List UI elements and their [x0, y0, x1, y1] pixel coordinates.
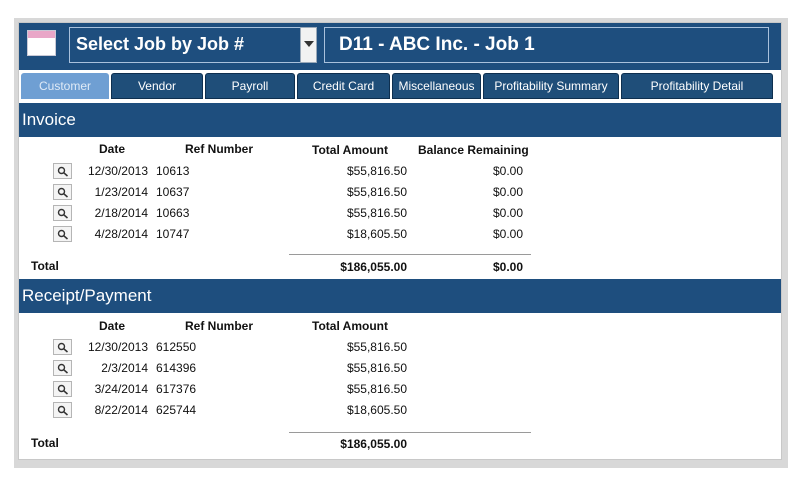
- magnifier-icon: [57, 208, 69, 219]
- invoice-row-view-button[interactable]: [53, 226, 72, 242]
- magnifier-icon: [57, 342, 69, 353]
- invoice-col-balance: Balance Remaining: [418, 143, 529, 157]
- magnifier-icon: [57, 229, 69, 240]
- invoice-total-label: Total: [31, 259, 59, 273]
- app-window: [18, 22, 782, 460]
- receipt-row-total: $55,816.50: [346, 382, 407, 396]
- invoice-col-ref: Ref Number: [185, 142, 254, 156]
- receipt-col-ref: Ref Number: [185, 319, 254, 333]
- invoice-row-balance: $0.00: [492, 185, 523, 199]
- receipt-row-ref: 625744: [156, 403, 197, 417]
- invoice-row-ref: 10637: [156, 185, 190, 199]
- receipt-row-view-button[interactable]: [53, 360, 72, 376]
- receipt-row-ref: 612550: [156, 340, 197, 354]
- chevron-down-icon: [304, 41, 314, 47]
- invoice-row-balance: $0.00: [492, 206, 523, 220]
- tab-profitability-detail[interactable]: Profitability Detail: [621, 73, 773, 99]
- magnifier-icon: [57, 363, 69, 374]
- receipt-row-date: 3/24/2014: [94, 382, 148, 396]
- tab-miscellaneous[interactable]: Miscellaneous: [392, 73, 481, 99]
- magnifier-icon: [57, 166, 69, 177]
- tab-vendor[interactable]: Vendor: [111, 73, 203, 99]
- magnifier-icon: [57, 384, 69, 395]
- invoice-col-date: Date: [99, 142, 126, 156]
- invoice-row-view-button[interactable]: [53, 205, 72, 221]
- tab-profitability-summary[interactable]: Profitability Summary: [483, 73, 619, 99]
- receipt-title: Receipt/Payment: [22, 286, 152, 305]
- job-title-box: [324, 27, 769, 63]
- invoice-row-total: $18,605.50: [346, 227, 407, 241]
- invoice-row-ref: 10747: [156, 227, 190, 241]
- job-select-label: Select Job by Job #: [76, 34, 245, 54]
- tab-payroll[interactable]: Payroll: [205, 73, 295, 99]
- invoice-row-balance: $0.00: [492, 227, 523, 241]
- receipt-row-ref: 617376: [156, 382, 197, 396]
- job-dropdown-button[interactable]: [300, 27, 317, 63]
- invoice-total-amount: $186,055.00: [340, 260, 407, 274]
- invoice-title: Invoice: [22, 110, 76, 129]
- job-select[interactable]: [69, 27, 317, 63]
- invoice-row-ref: 10613: [156, 164, 190, 178]
- tab-customer[interactable]: Customer: [21, 73, 109, 99]
- receipt-total-amount: $186,055.00: [340, 437, 407, 451]
- invoice-row-view-button[interactable]: [53, 184, 72, 200]
- job-header-bar: [19, 23, 781, 70]
- magnifier-icon: [57, 187, 69, 198]
- receipt-row-total: $55,816.50: [346, 340, 407, 354]
- receipt-row-view-button[interactable]: [53, 381, 72, 397]
- invoice-row-total: $55,816.50: [346, 185, 407, 199]
- receipt-total-rule: [289, 432, 531, 433]
- invoice-col-total: Total Amount: [312, 143, 388, 157]
- calendar-icon: [27, 30, 56, 56]
- invoice-row-date: 2/18/2014: [94, 206, 148, 220]
- invoice-total-balance: $0.00: [492, 260, 523, 274]
- receipt-header: [19, 279, 781, 313]
- job-title: D11 - ABC Inc. - Job 1: [339, 34, 535, 55]
- receipt-row-date: 2/3/2014: [101, 361, 148, 375]
- tab-credit-card[interactable]: Credit Card: [297, 73, 390, 99]
- receipt-row-total: $55,816.50: [346, 361, 407, 375]
- invoice-row-view-button[interactable]: [53, 163, 72, 179]
- receipt-row-date: 12/30/2013: [87, 340, 148, 354]
- invoice-row-total: $55,816.50: [346, 164, 407, 178]
- invoice-row-date: 4/28/2014: [94, 227, 148, 241]
- receipt-row-ref: 614396: [156, 361, 197, 375]
- invoice-row-date: 1/23/2014: [94, 185, 148, 199]
- tab-bar: [19, 73, 781, 99]
- invoice-row-total: $55,816.50: [346, 206, 407, 220]
- receipt-row-date: 8/22/2014: [94, 403, 148, 417]
- invoice-total-rule: [289, 254, 531, 255]
- invoice-header: [19, 103, 781, 137]
- invoice-row-balance: $0.00: [492, 164, 523, 178]
- invoice-row-ref: 10663: [156, 206, 190, 220]
- receipt-row-total: $18,605.50: [346, 403, 407, 417]
- receipt-row-view-button[interactable]: [53, 339, 72, 355]
- receipt-col-total: Total Amount: [312, 319, 388, 333]
- invoice-row-date: 12/30/2013: [87, 164, 148, 178]
- receipt-row-view-button[interactable]: [53, 402, 72, 418]
- receipt-col-date: Date: [99, 319, 126, 333]
- magnifier-icon: [57, 405, 69, 416]
- receipt-total-label: Total: [31, 436, 59, 450]
